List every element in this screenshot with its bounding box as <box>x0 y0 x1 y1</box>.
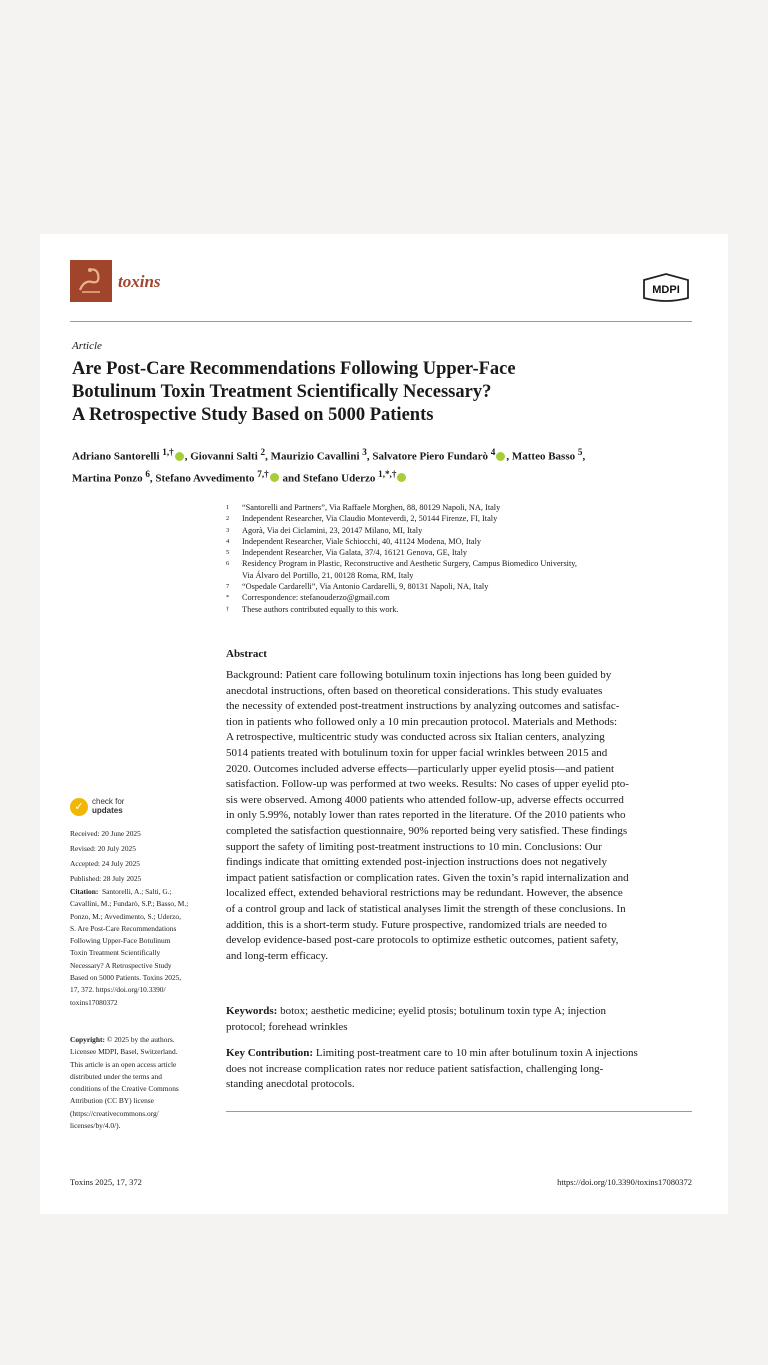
affiliation-marker: 6 <box>226 560 230 568</box>
copyright <box>70 1034 220 1132</box>
header-divider <box>70 321 692 322</box>
author-affil-sup: 6 <box>145 468 150 479</box>
copyright-line: Licensee MDPI, Basel, Switzerland. <box>70 1047 178 1057</box>
equal-contribution-note <box>226 604 696 615</box>
copyright-line <box>70 1034 220 1046</box>
check-icon: ✓ <box>70 798 88 816</box>
affiliation-text: Via Álvaro del Portillo, 21, 00128 Roma, RM, Italy <box>242 570 414 580</box>
abstract-line: completed the satisfaction questionnaire, 90% reported being very satisfied. These findings <box>226 824 628 837</box>
author-line <box>72 444 692 466</box>
title-line: Are Post-Care Recommendations Following Upper-Face <box>72 359 516 379</box>
license-link[interactable]: licenses/by/4.0/). <box>70 1121 121 1131</box>
check-line: check for <box>92 797 125 806</box>
date-received: Received: 20 June 2025 <box>70 829 141 838</box>
author-affil-sup: 5 <box>577 447 583 457</box>
journal-logo <box>70 260 112 302</box>
abstract-body <box>226 668 692 964</box>
copyright-line: Attribution (CC BY) license <box>70 1096 154 1106</box>
affiliation-item <box>226 536 696 547</box>
abstract-end-divider <box>226 1111 692 1112</box>
abstract-line: Background: Patient care following botulinum toxin injections has long been guided by <box>226 669 612 681</box>
affiliation-item <box>226 558 696 581</box>
check-for-updates-label <box>92 797 124 815</box>
citation-text: Santorelli, A.; Salti, G.; <box>98 887 172 896</box>
abstract-line: support the safety of limiting post-treatment instructions to 10 min. Conclusions: Our <box>226 840 602 853</box>
abstract-line: and long-term efficacy. <box>226 949 329 962</box>
citation-line <box>70 886 220 898</box>
key-contribution-line: does not increase complication rates nor reduce patient satisfaction, challenging long- <box>226 1062 604 1075</box>
citation-doi-link[interactable]: toxins17080372 <box>70 997 118 1007</box>
abstract-line: the necessity of extended post-treatment instructions by analyzing outcomes and satisfac- <box>226 700 620 713</box>
orcid-icon[interactable] <box>270 473 279 482</box>
author-name: , Stefano Avvedimento <box>149 472 258 485</box>
abstract-line: 2020. Outcomes included adverse effects—particularly upper eyelid ptosis—and patient <box>226 762 615 775</box>
publication-dates <box>70 826 210 886</box>
author-name: and Stefano Uderzo <box>279 472 379 485</box>
affiliation-marker: 4 <box>226 537 230 545</box>
affiliation-text: Residency Program in Plastic, Reconstructive and Aesthetic Surgery, Campus Biomedico University, <box>242 559 577 569</box>
check-line: updates <box>92 806 123 815</box>
date-accepted: Accepted: 24 July 2025 <box>70 859 140 868</box>
abstract-line: impact patient satisfaction or complication rates. Given the toxin’s rapid internalization and <box>226 871 629 884</box>
abstract-heading: Abstract <box>226 648 267 660</box>
abstract-line: findings indicate that omitting extended post-injection instructions does not negatively <box>226 856 607 869</box>
citation-line: S. Are Post-Care Recommendations <box>70 923 177 933</box>
affiliation-text: Independent Researcher, Viale Schiocchi, 40, 41124 Modena, MO, Italy <box>242 536 482 546</box>
abstract-line: anecdotal instructions, often based on theoretical considerations. This study evaluates <box>226 684 603 697</box>
key-contribution-line <box>226 1046 692 1062</box>
citation-line: Based on 5000 Patients. Toxins 2025, <box>70 973 182 983</box>
journal-name: toxins <box>118 272 161 291</box>
affiliation-item <box>226 513 696 524</box>
title-line: A Retrospective Study Based on 5000 Patients <box>72 405 434 425</box>
keywords <box>226 1004 692 1035</box>
orcid-icon[interactable] <box>397 473 406 482</box>
affiliation-text: “Santorelli and Partners”, Via Raffaele Morghen, 88, 80129 Napoli, NA, Italy <box>242 503 501 512</box>
key-contribution-label: Key Contribution: <box>226 1047 314 1059</box>
date-revised: Revised: 20 July 2025 <box>70 844 136 853</box>
author-name: , Matteo Basso <box>506 450 578 463</box>
citation <box>70 886 220 1009</box>
license-link[interactable]: (https://creativecommons.org/ <box>70 1108 159 1118</box>
correspondence-email[interactable]: Correspondence: stefanouderzo@gmail.com <box>242 593 390 603</box>
citation-line: Cavallini, M.; Fundarò, S.P.; Basso, M.; <box>70 899 189 909</box>
abstract-line: addition, this is a short-term study. Future prospective, randomized trials are needed to <box>226 918 607 931</box>
affiliation-marker: 1 <box>226 504 230 511</box>
keywords-text: botox; aesthetic medicine; eyelid ptosis; botulinum toxin type A; injection <box>277 1005 607 1017</box>
abstract-line: sis were observed. Among 4000 patients who attended follow-up, adverse effects occurred <box>226 793 624 806</box>
article-title <box>72 358 632 427</box>
paper-page <box>40 234 728 1214</box>
check-for-updates-button[interactable] <box>70 796 158 818</box>
abstract-line: in only 5.99%, notably lower than rates reported in the literature. Of the 2010 patients who <box>226 809 626 822</box>
author-affil-sup: 2 <box>260 447 266 457</box>
author-affil-sup: 7,† <box>257 468 269 479</box>
copyright-line: distributed under the terms and <box>70 1071 162 1081</box>
citation-line: Following Upper-Face Botulinum <box>70 936 171 946</box>
citation-line: Necessary? A Retrospective Study <box>70 960 172 970</box>
footer-citation: Toxins 2025, 17, 372 <box>70 1177 142 1187</box>
orcid-icon[interactable] <box>175 452 184 461</box>
citation-line: Ponzo, M.; Avvedimento, S.; Uderzo, <box>70 911 181 921</box>
author-list <box>72 444 692 487</box>
author-affil-sup: 1,*,† <box>378 468 397 479</box>
correspondence-item <box>226 592 696 603</box>
article-type: Article <box>72 340 102 352</box>
author-name: , Giovanni Salti <box>184 450 261 463</box>
author-name: Martina Ponzo <box>72 472 146 485</box>
affiliation-item <box>226 502 696 513</box>
author-affil-sup: 3 <box>362 447 367 457</box>
affiliation-item <box>226 525 696 536</box>
affiliation-marker: † <box>226 605 230 613</box>
affiliation-text: “Ospedale Cardarelli”, Via Antonio Cardarelli, 9, 80131 Napoli, NA, Italy <box>242 582 489 592</box>
citation-doi-link[interactable]: 17, 372. https://doi.org/10.3390/ <box>70 985 166 995</box>
abstract-line: A retrospective, multicentric study was conducted across six Italian centers, analyzing <box>226 731 605 744</box>
affiliations <box>226 502 696 615</box>
publisher-logo <box>640 272 692 304</box>
keywords-line <box>226 1004 692 1020</box>
author-line <box>72 466 692 488</box>
abstract-line: 5014 patients treated with botulinum toxin for upper facial wrinkles between 2015 and <box>226 746 608 759</box>
publisher-logo-text: MDPI <box>652 284 680 296</box>
abstract-line: of a control group and lack of statistical analyses limit the strength of these conclusions. In <box>226 902 626 915</box>
copyright-text: © 2025 by the authors. <box>104 1035 175 1044</box>
key-contribution <box>226 1046 692 1093</box>
orcid-icon[interactable] <box>496 452 505 461</box>
citation-line: Toxin Treatment Scientifically <box>70 948 161 958</box>
key-contribution-text: Limiting post-treatment care to 10 min after botulinum toxin A injections <box>313 1047 638 1059</box>
footer-doi-link[interactable]: https://doi.org/10.3390/toxins17080372 <box>557 1177 692 1187</box>
affiliation-text: These authors contributed equally to this work. <box>242 604 399 614</box>
affiliation-marker: 3 <box>226 526 230 534</box>
author-affil-sup: 4 <box>490 447 496 457</box>
author-name: , Maurizio Cavallini <box>265 450 363 463</box>
author-sep: , <box>582 450 586 463</box>
copyright-line: This article is an open access article <box>70 1059 177 1069</box>
affiliation-item <box>226 581 696 592</box>
abstract-line: localized effect, extended behavioral restrictions may be redundant. However, the absence <box>226 887 623 900</box>
affiliation-marker: 7 <box>226 583 230 591</box>
key-contribution-line: standing anecdotal protocols. <box>226 1078 355 1091</box>
date-published: Published: 28 July 2025 <box>70 874 142 883</box>
affiliation-marker: * <box>226 594 230 602</box>
title-line: Botulinum Toxin Treatment Scientifically Necessary? <box>72 382 492 402</box>
abstract-line: satisfaction. Follow-up was performed at two weeks. Results: No cases of upper eyelid pto- <box>226 778 629 791</box>
author-name: , Salvatore Piero Fundarò <box>366 450 491 463</box>
abstract-line: tion in patients who followed only a 10 min precaution protocol. Materials and Methods: <box>226 715 618 728</box>
author-affil-sup: 1,† <box>162 447 174 457</box>
affiliation-marker: 5 <box>226 549 230 557</box>
keywords-label: Keywords: <box>226 1005 278 1017</box>
abstract-line: develop evidence-based post-care protocols to optimize esthetic outcomes, patient safety, <box>226 934 619 947</box>
keywords-line: protocol; forehead wrinkles <box>226 1020 348 1033</box>
affiliation-text: Independent Researcher, Via Claudio Monteverdi, 2, 50144 Firenze, FI, Italy <box>242 514 498 524</box>
affiliation-item <box>226 547 696 558</box>
affiliation-text: Agorà, Via dei Ciclamini, 23, 20147 Milano, MI, Italy <box>242 525 423 535</box>
affiliation-text: Independent Researcher, Via Galata, 37/4, 16121 Genova, GE, Italy <box>242 548 468 558</box>
citation-label: Citation: <box>70 887 99 896</box>
copyright-label: Copyright: <box>70 1035 105 1044</box>
copyright-line: conditions of the Creative Commons <box>70 1084 179 1094</box>
author-name: Adriano Santorelli <box>72 450 163 463</box>
affiliation-marker: 2 <box>226 515 230 523</box>
